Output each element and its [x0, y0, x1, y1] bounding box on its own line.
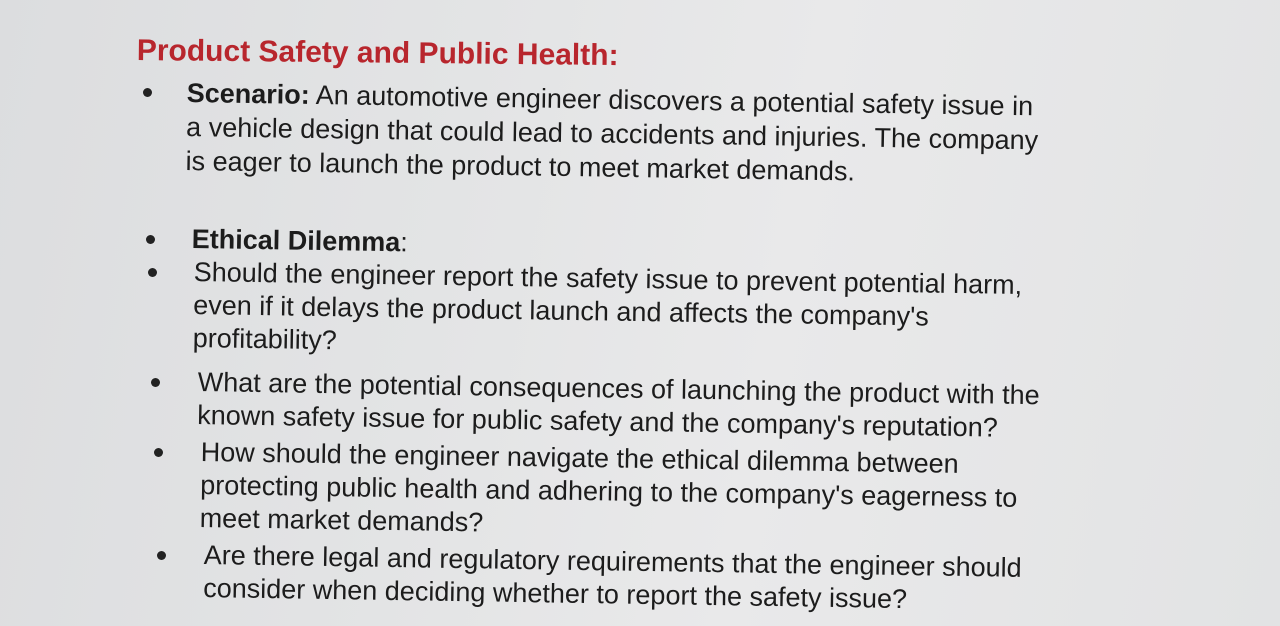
dilemma-suffix: : — [400, 227, 409, 258]
question-4-line-2: consider when deciding whether to report the safety issue? — [202, 572, 908, 615]
question-3-line-3: meet market demands? — [199, 502, 484, 538]
dilemma-label: Ethical Dilemma — [191, 223, 401, 258]
bullet-icon — [157, 551, 166, 560]
question-item — [192, 256, 1022, 368]
question-item — [203, 539, 1022, 618]
scenario-line-3: is eager to launch the product to meet market demands. — [185, 145, 856, 187]
question-3-line-1: How should the engineer navigate the ethical dilemma between — [200, 436, 959, 479]
bullet-icon — [146, 235, 155, 244]
question-item — [199, 436, 1018, 548]
question-2-line-2: known safety issue for public safety and the company's reputation? — [196, 399, 998, 443]
question-1-line-3: profitability? — [192, 322, 338, 356]
scenario-item — [185, 76, 1039, 191]
question-1-line-1: Should the engineer report the safety issue to prevent potential harm, — [193, 256, 1023, 301]
question-2-line-1: What are the potential consequences of launching the product with the — [197, 366, 1040, 411]
question-item — [197, 366, 1040, 445]
bullet-icon — [151, 378, 160, 387]
bullet-icon — [143, 88, 152, 97]
slide-title: Product Safety and Public Health: — [136, 34, 619, 73]
scenario-line-2: a vehicle design that could lead to accidents and injuries. The company — [185, 111, 1039, 156]
dilemma-item — [191, 222, 408, 259]
question-4-line-1: Are there legal and regulatory requirements that the engineer should — [203, 539, 1022, 583]
bullet-icon — [154, 448, 163, 457]
bullet-icon — [148, 268, 157, 277]
question-1-line-2: even if it delays the product launch and affects the company's — [192, 289, 929, 332]
scenario-label: Scenario: — [186, 77, 311, 110]
scenario-text-1: An automotive engineer discovers a potential safety issue in — [309, 79, 1034, 122]
question-3-line-2: protecting public health and adhering to the company's eagerness to — [199, 469, 1018, 513]
